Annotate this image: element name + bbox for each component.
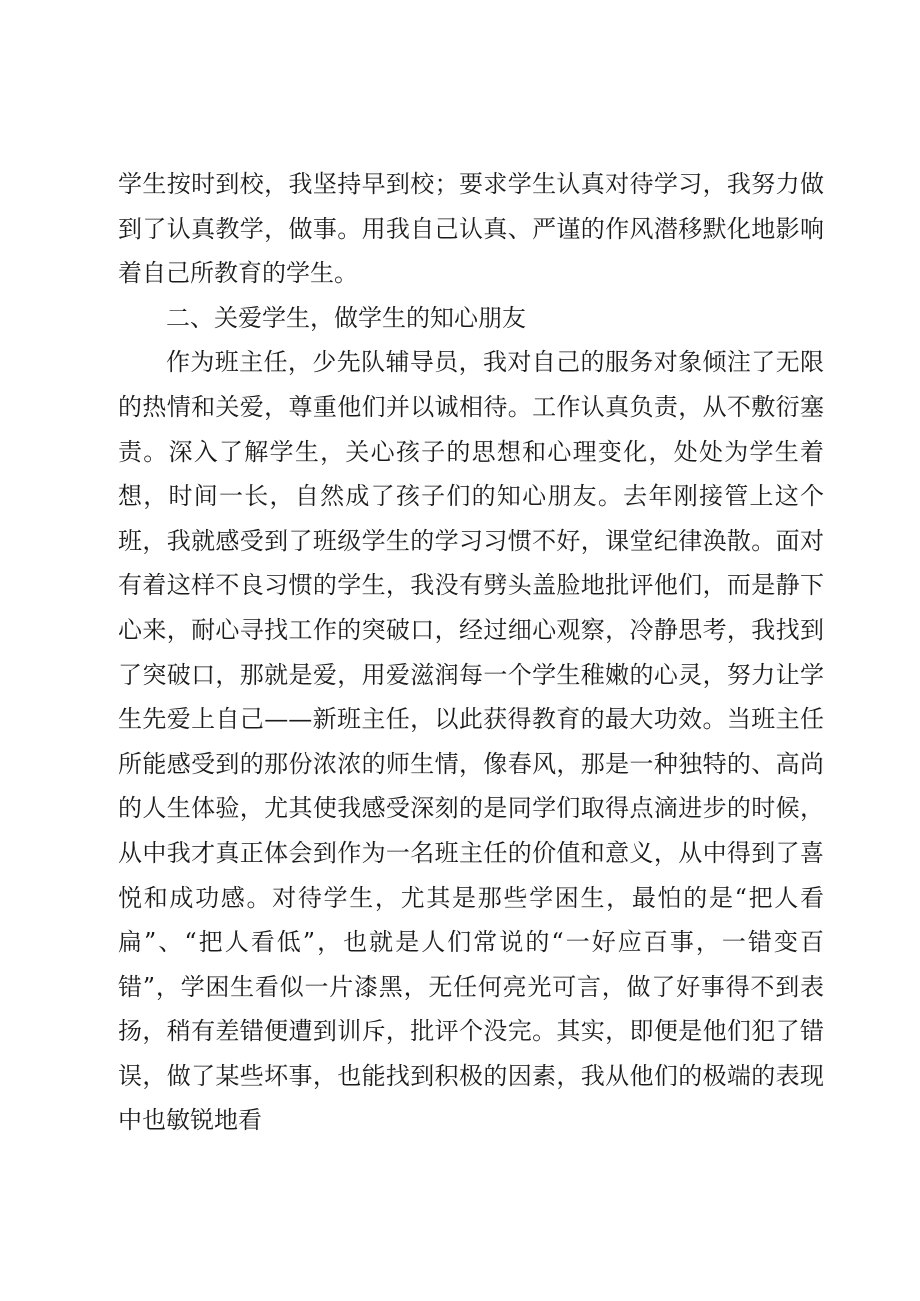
section-heading: 二、关爱学生，做学生的知心朋友 <box>166 303 526 332</box>
paragraph-continuation: 学生按时到校，我坚持早到校；要求学生认真对待学习，我努力做到了认真教学，做事。用我自己认真、严谨的作风潜移默化地影响着自己所教育的学生。 <box>118 170 824 288</box>
paragraph-body: 作为班主任，少先队辅导员，我对自己的服务对象倾注了无限的热情和关爱，尊重他们并以诚相待。工作认真负责，从不敷衍塞责。深入了解学生，关心孩子的思想和心理变化，处处为学生着想，时间一长，自然成了孩子们的知心朋友。去年刚接管上这个班，我就感受到了班级学生的学习习惯不好，课堂纪律涣散。面对有着这样不良习惯的学生，我没有劈头盖脸地批评他们，而是静下心来，耐心寻找工作的突破口，经过细心观察，冷静思考，我找到了突破口，那就是爱，用爱滋润每一个学生稚嫩的心灵，努力让学生先爱上自己——新班主任，以此获得教育的最大功效。当班主任所能感受到的那份浓浓的师生情，像春风，那是一种独特的、高尚的人生体验，尤其使我感受深刻的是同学们取得点滴进步的时候，从中我才真正体会到作为一名班主任的价值和意义，从中得到了喜悦和成功感。对待学生，尤其是那些学困生，最怕的是“把人看扁”、“把人看低”，也就是人们常说的“一好应百事，一错变百错”，学困生看似一片漆黑，无任何亮光可言，做了好事得不到表扬，稍有差错便遭到训斥，批评个没完。其实，即便是他们犯了错误，做了某些坏事，也能找到积极的因素，我从他们的极端的表现中也敏锐地看 <box>118 348 824 1135</box>
document-body <box>118 162 824 1143</box>
